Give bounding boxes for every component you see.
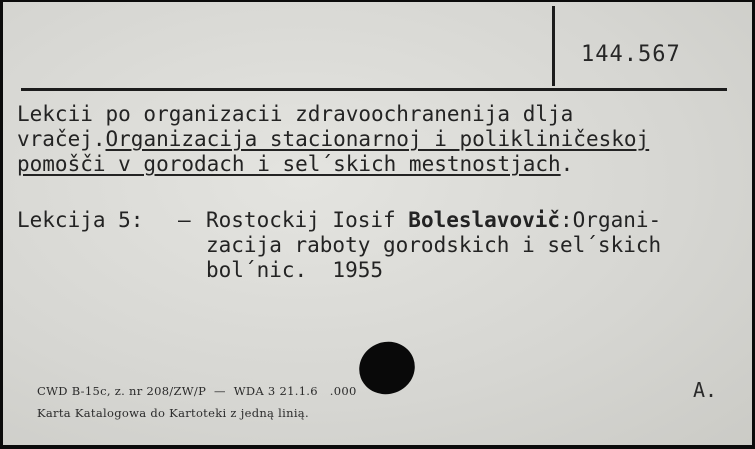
printer-imprint-end: .000	[329, 384, 357, 398]
lesson-author: Rostockij Iosif	[206, 208, 409, 232]
lesson-description	[206, 208, 746, 283]
card-title	[17, 102, 747, 177]
title-line-3-end: .	[560, 152, 574, 176]
printer-imprint-start: CWD B-15c, z. nr 208/ZW/P — WDA 3 21.1.6	[37, 384, 318, 398]
title-line-3-underlined: pomošči v gorodach i sel´skich mestnostjach	[17, 152, 561, 176]
lesson-dash: –	[178, 208, 191, 232]
lesson-line-3: bol´nic. 1955	[206, 258, 384, 282]
title-line-2-start: vračej.	[17, 127, 106, 151]
lesson-line-1-rest: :Organi-	[560, 208, 662, 232]
vertical-rule	[552, 6, 555, 86]
catalog-card	[3, 2, 752, 445]
lesson-author-patronymic: Boleslavovič	[408, 208, 561, 232]
title-line-1: Lekcii po organizacii zdravoochranenija dlja	[17, 102, 574, 126]
lesson-line-2: zacija raboty gorodskich i sel´skich	[206, 233, 662, 257]
printer-imprint	[37, 384, 357, 398]
card-type-note: Karta Katalogowa do Kartoteki z jedną linią.	[37, 406, 309, 420]
punch-hole	[352, 334, 422, 402]
call-number: 144.567	[581, 42, 681, 67]
lesson-label: Lekcija 5:	[17, 208, 144, 232]
title-line-2-underlined: Organizacija stacionarnoj i polikliničeskoj	[105, 127, 650, 151]
corner-letter: A.	[693, 378, 718, 402]
horizontal-rule	[21, 88, 727, 91]
